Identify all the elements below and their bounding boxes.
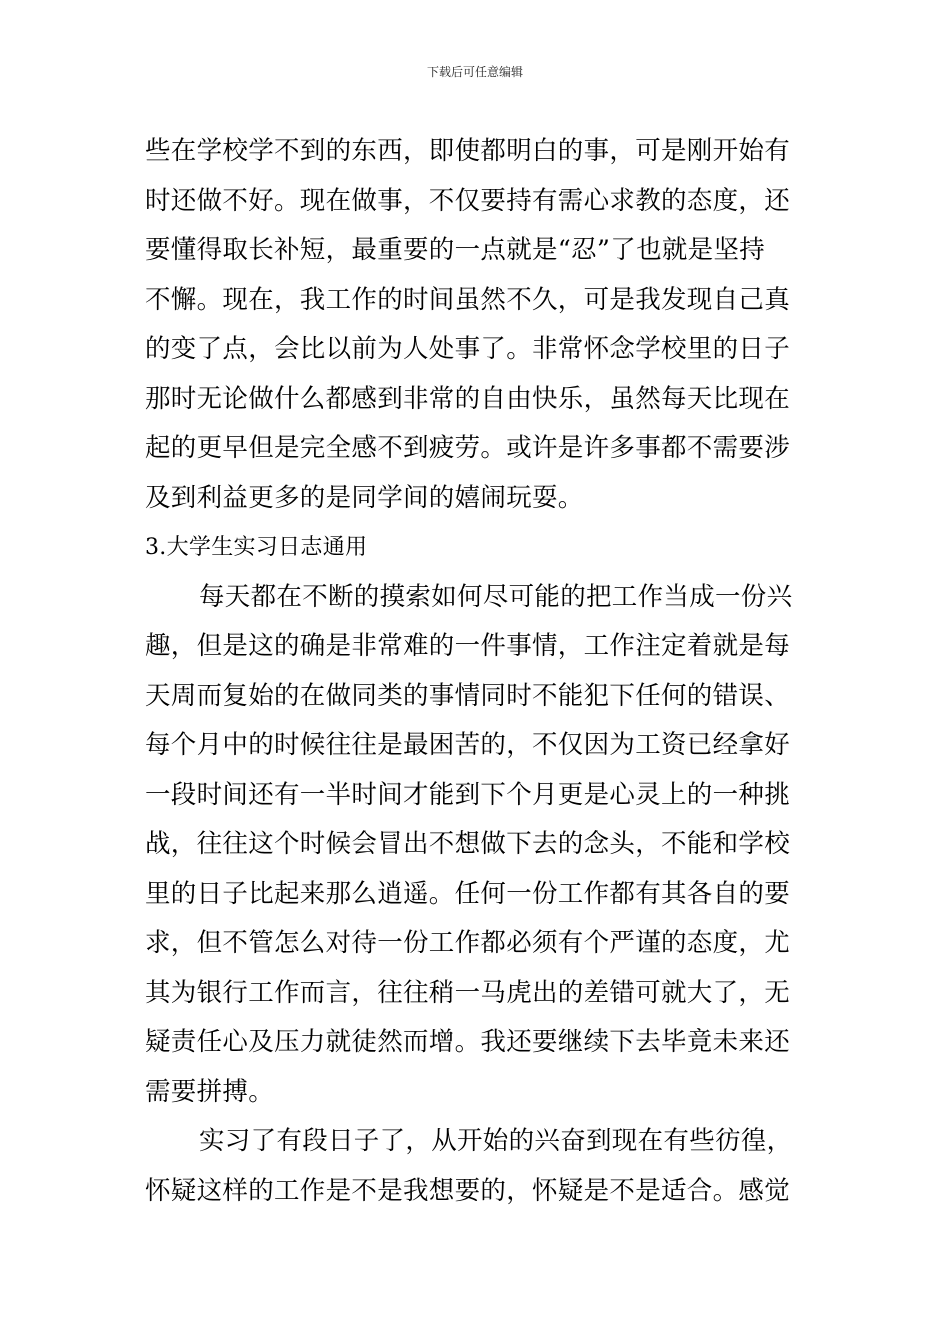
section-heading: 3.大学生实习日志通用 (145, 535, 368, 560)
text-line: 怀疑这样的工作是不是我想要的，怀疑是不是适合。感觉 (145, 1175, 791, 1206)
document-body (145, 127, 807, 1216)
text-line: 其为银行工作而言，往往稍一马虎出的差错可就大了，无 (145, 977, 791, 1008)
text-line: 些在学校学不到的东西，即使都明白的事，可是刚开始有 (145, 136, 791, 166)
text-line: 时还做不好。现在做事，不仅要持有需心求教的态度，还 (145, 185, 791, 216)
text-line: 不懈。现在，我工作的时间虽然不久，可是我发现自己真 (145, 284, 791, 315)
paragraph-first-line: 每天都在不断的摸索如何尽可能的把工作当成一份兴 (199, 581, 793, 612)
text-line: 趣，但是这的确是非常难的一件事情，工作注定着就是每 (145, 631, 791, 661)
page-header: 下载后可任意编辑 (426, 65, 523, 79)
text-line: 里的日子比起来那么逍遥。任何一份工作都有其各自的要 (145, 878, 791, 909)
text-line: 那时无论做什么都感到非常的自由快乐，虽然每天比现在 (145, 383, 791, 414)
text-line: 战，往往这个时候会冒出不想做下去的念头，不能和学校 (145, 829, 791, 859)
text-line: 每个月中的时候往往是最困苦的，不仅因为工资已经拿好 (145, 730, 791, 760)
text-line: 及到利益更多的是同学间的嬉闹玩耍。 (145, 482, 584, 513)
text-line: 的变了点，会比以前为人处事了。非常怀念学校里的日子 (145, 334, 791, 364)
text-line: 要懂得取长补短，最重要的一点就是“忍”了也就是坚持 (145, 235, 766, 265)
text-line: 求，但不管怎么对待一份工作都必须有个严谨的态度，尤 (145, 928, 791, 958)
text-line: 起的更早但是完全感不到疲劳。或许是许多事都不需要涉 (145, 433, 791, 463)
text-line: 天周而复始的在做同类的事情同时不能犯下任何的错误、 (145, 680, 791, 711)
text-line: 需要拼搏。 (145, 1076, 275, 1107)
text-line: 疑责任心及压力就徒然而增。我还要继续下去毕竟未来还 (145, 1027, 791, 1057)
paragraph-first-line: 实习了有段日子了，从开始的兴奋到现在有些彷徨， (199, 1126, 793, 1156)
text-line: 一段时间还有一半时间才能到下个月更是心灵上的一种挑 (145, 779, 791, 810)
